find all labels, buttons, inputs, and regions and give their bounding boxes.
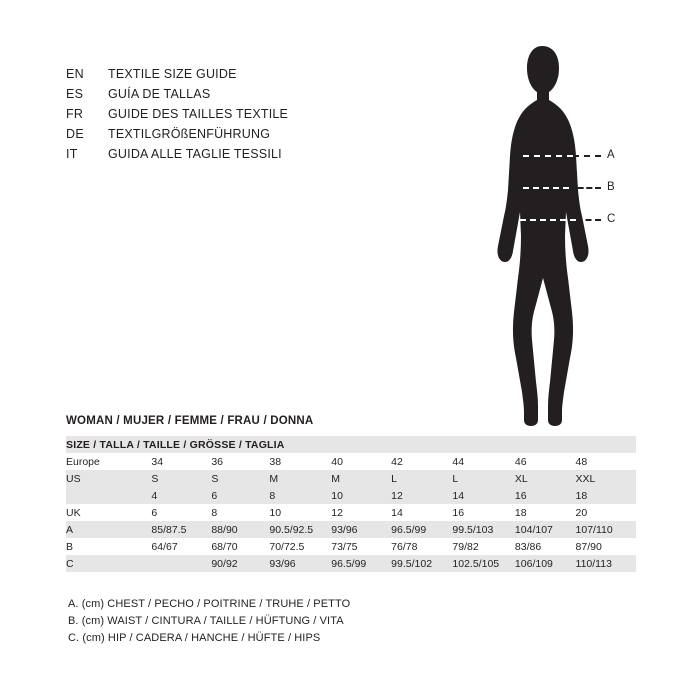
- marker-c: [520, 214, 615, 225]
- cell: 6: [211, 487, 269, 504]
- language-code: IT: [66, 147, 78, 161]
- row-label: US: [66, 470, 151, 487]
- row-label: Europe: [66, 453, 151, 470]
- language-code: ES: [66, 87, 84, 101]
- marker-b-line-outer: [569, 187, 601, 189]
- cell: 73/75: [331, 538, 391, 555]
- cell: M: [269, 470, 331, 487]
- marker-a-label: A: [607, 149, 615, 161]
- size-table: [66, 436, 636, 572]
- table-row: [66, 521, 636, 538]
- row-label: C: [66, 555, 151, 572]
- table-row: [66, 538, 636, 555]
- cell: 16: [452, 504, 515, 521]
- cell: 90.5/92.5: [269, 521, 331, 538]
- cell: 106/109: [515, 555, 576, 572]
- marker-c-line-inner: [520, 219, 576, 221]
- language-code: FR: [66, 107, 84, 121]
- marker-b-line-inner: [523, 187, 569, 189]
- cell: 46: [515, 453, 576, 470]
- cell: 93/96: [331, 521, 391, 538]
- cell: 96.5/99: [331, 555, 391, 572]
- cell: M: [331, 470, 391, 487]
- cell: 99.5/102: [391, 555, 452, 572]
- measurement-legend: [68, 596, 350, 647]
- table-row: [66, 555, 636, 572]
- cell: 10: [269, 504, 331, 521]
- cell: 107/110: [576, 521, 636, 538]
- row-label: A: [66, 521, 151, 538]
- cell: 18: [576, 487, 636, 504]
- cell: 10: [331, 487, 391, 504]
- marker-c-label: C: [607, 213, 616, 225]
- cell: 99.5/103: [452, 521, 515, 538]
- language-header-list: [66, 64, 486, 164]
- cell: 64/67: [151, 538, 211, 555]
- language-row: [66, 104, 486, 124]
- cell: L: [452, 470, 515, 487]
- language-title: GUIDA ALLE TAGLIE TESSILI: [108, 147, 282, 161]
- cell: 102.5/105: [452, 555, 515, 572]
- cell: 4: [151, 487, 211, 504]
- cell: S: [151, 470, 211, 487]
- legend-line-c: C. (cm) HIP / CADERA / HANCHE / HÜFTE / HIPS: [68, 632, 321, 644]
- cell: XXL: [576, 470, 636, 487]
- marker-b: [523, 182, 615, 193]
- language-row: [66, 64, 486, 84]
- cell: 8: [211, 504, 269, 521]
- table-row: [66, 487, 636, 504]
- marker-a-line-outer: [573, 155, 601, 157]
- language-title: GUÍA DE TALLAS: [108, 87, 211, 101]
- table-row: [66, 453, 636, 470]
- table-row: [66, 470, 636, 487]
- cell: 48: [576, 453, 636, 470]
- cell: 87/90: [576, 538, 636, 555]
- cell: 38: [269, 453, 331, 470]
- language-row: [66, 84, 486, 104]
- cell: 6: [151, 504, 211, 521]
- cell: 79/82: [452, 538, 515, 555]
- cell: 36: [211, 453, 269, 470]
- cell: 110/113: [576, 555, 636, 572]
- cell: 8: [269, 487, 331, 504]
- cell: 12: [391, 487, 452, 504]
- cell: 16: [515, 487, 576, 504]
- cell: 42: [391, 453, 452, 470]
- cell: 93/96: [269, 555, 331, 572]
- cell: 18: [515, 504, 576, 521]
- language-code: EN: [66, 67, 84, 81]
- cell: S: [211, 470, 269, 487]
- marker-c-line-outer: [576, 219, 601, 221]
- legend-line-a: A. (cm) CHEST / PECHO / POITRINE / TRUHE / PETTO: [68, 598, 351, 610]
- cell: 14: [391, 504, 452, 521]
- cell: 83/86: [515, 538, 576, 555]
- cell: 88/90: [211, 521, 269, 538]
- language-row: [66, 124, 486, 144]
- cell: 96.5/99: [391, 521, 452, 538]
- female-silhouette-figure: [480, 40, 640, 430]
- cell: [151, 555, 211, 572]
- cell: 68/70: [211, 538, 269, 555]
- row-label: B: [66, 538, 151, 555]
- cell: 85/87.5: [151, 521, 211, 538]
- cell: XL: [515, 470, 576, 487]
- row-label: UK: [66, 504, 151, 521]
- cell: 12: [331, 504, 391, 521]
- cell: 14: [452, 487, 515, 504]
- table-row: [66, 504, 636, 521]
- language-code: DE: [66, 127, 84, 141]
- cell: 40: [331, 453, 391, 470]
- table-caption: WOMAN / MUJER / FEMME / FRAU / DONNA: [66, 415, 314, 427]
- language-title: TEXTILGRÖßENFÜHRUNG: [108, 127, 271, 141]
- table-header-row: [66, 436, 636, 453]
- table-header-label: SIZE / TALLA / TAILLE / GRÖSSE / TAGLIA: [66, 436, 636, 453]
- language-row: [66, 144, 486, 164]
- marker-a: [523, 150, 615, 161]
- language-title: GUIDE DES TAILLES TEXTILE: [108, 107, 289, 121]
- cell: 104/107: [515, 521, 576, 538]
- cell: 70/72.5: [269, 538, 331, 555]
- cell: 34: [151, 453, 211, 470]
- legend-line-b: B. (cm) WAIST / CINTURA / TAILLE / HÜFTUNG / VITA: [68, 615, 344, 627]
- language-title: TEXTILE SIZE GUIDE: [108, 67, 237, 81]
- cell: 90/92: [211, 555, 269, 572]
- marker-b-label: B: [607, 181, 615, 193]
- cell: L: [391, 470, 452, 487]
- marker-a-line-inner: [523, 155, 573, 157]
- row-label: [66, 487, 151, 504]
- body-silhouette-icon: [480, 40, 640, 430]
- cell: 44: [452, 453, 515, 470]
- cell: 76/78: [391, 538, 452, 555]
- cell: 20: [576, 504, 636, 521]
